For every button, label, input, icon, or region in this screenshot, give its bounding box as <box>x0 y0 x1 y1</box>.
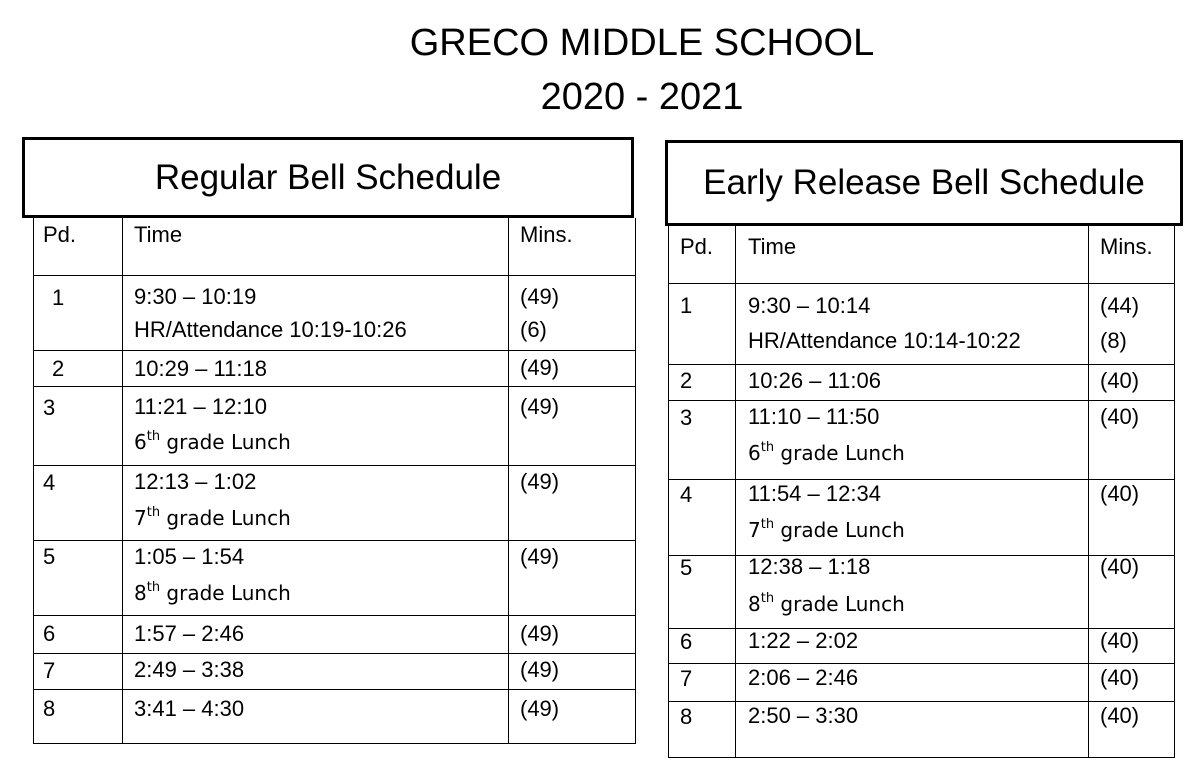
table-row-rule <box>33 350 636 351</box>
lunch-grade-number: 6 <box>134 430 147 454</box>
lunch-grade-suffix: th <box>760 440 775 455</box>
period-minutes: (49) <box>520 696 560 721</box>
period-minutes: (44) <box>1100 293 1140 318</box>
lunch-grade-number: 8 <box>748 592 761 616</box>
table-row-rule <box>33 540 636 541</box>
school-year: 2020 - 2021 <box>540 76 744 118</box>
table-column-rule <box>635 218 636 744</box>
lunch-grade-number: 8 <box>134 581 147 605</box>
table-row-rule <box>668 701 1175 702</box>
period-minutes: (49) <box>520 355 560 380</box>
lunch-text: grade Lunch <box>160 430 291 454</box>
period-minutes: (49) <box>520 469 560 494</box>
period-time: 1:57 – 2:46 <box>134 621 245 646</box>
period-time: 9:30 – 10:14 <box>748 293 871 318</box>
grade-lunch-label <box>748 591 905 617</box>
table-column-rule <box>1174 226 1175 758</box>
period-number: 8 <box>43 696 56 721</box>
school-title: GRECO MIDDLE SCHOOL <box>409 22 875 64</box>
period-number: 1 <box>52 285 65 310</box>
period-time: 12:13 – 1:02 <box>134 469 257 494</box>
lunch-grade-number: 6 <box>748 441 761 465</box>
period-time: 12:38 – 1:18 <box>748 554 871 579</box>
lunch-grade-suffix: th <box>760 517 775 532</box>
regular-schedule-heading <box>22 137 634 218</box>
period-time: 2:50 – 3:30 <box>748 703 859 728</box>
grade-lunch-label <box>134 580 291 606</box>
column-header-pd: Pd. <box>680 234 714 259</box>
table-row-rule <box>33 465 636 466</box>
period-minutes: (40) <box>1100 628 1140 653</box>
period-time: 9:30 – 10:19 <box>134 284 257 309</box>
period-number: 2 <box>52 356 65 381</box>
period-time: 1:05 – 1:54 <box>134 544 245 569</box>
homeroom-attendance-minutes: (6) <box>520 317 547 342</box>
table-row-rule <box>33 689 636 690</box>
period-time: 3:41 – 4:30 <box>134 696 245 721</box>
period-number: 7 <box>43 658 56 683</box>
period-minutes: (49) <box>520 394 560 419</box>
period-time: 11:10 – 11:50 <box>748 404 880 429</box>
period-time: 2:06 – 2:46 <box>748 665 859 690</box>
period-minutes: (40) <box>1100 404 1140 429</box>
period-number: 4 <box>43 470 56 495</box>
period-time: 11:21 – 12:10 <box>134 394 267 419</box>
table-row-rule <box>33 653 636 654</box>
lunch-grade-suffix: th <box>146 429 161 444</box>
column-header-pd: Pd. <box>43 222 77 247</box>
period-number: 3 <box>680 405 693 430</box>
lunch-text: grade Lunch <box>160 581 291 605</box>
table-row-rule <box>33 615 636 616</box>
period-minutes: (49) <box>520 657 560 682</box>
table-row-rule <box>668 400 1175 401</box>
period-number: 7 <box>680 666 693 691</box>
period-minutes: (40) <box>1100 368 1140 393</box>
grade-lunch-label <box>748 440 905 466</box>
period-minutes: (40) <box>1100 703 1140 728</box>
lunch-text: grade Lunch <box>160 506 291 530</box>
period-time: 2:49 – 3:38 <box>134 657 245 682</box>
column-header-mins: Mins. <box>1100 234 1153 259</box>
period-time: 10:26 – 11:06 <box>748 368 881 393</box>
period-number: 5 <box>680 555 693 580</box>
lunch-grade-suffix: th <box>146 580 161 595</box>
table-column-rule <box>668 226 669 758</box>
period-minutes: (49) <box>520 621 560 646</box>
table-row-rule <box>668 364 1175 365</box>
grade-lunch-label <box>134 429 291 455</box>
period-number: 3 <box>43 395 56 420</box>
period-number: 6 <box>680 629 693 654</box>
grade-lunch-label <box>134 505 291 531</box>
lunch-grade-number: 7 <box>748 518 761 542</box>
period-number: 4 <box>680 482 693 507</box>
homeroom-attendance-time: HR/Attendance 10:19-10:26 <box>134 317 407 342</box>
regular-schedule-heading-text: Regular Bell Schedule <box>154 157 502 197</box>
period-time: 10:29 – 11:18 <box>134 356 267 381</box>
grade-lunch-label <box>748 517 905 543</box>
lunch-text: grade Lunch <box>774 441 905 465</box>
lunch-grade-suffix: th <box>146 505 161 520</box>
period-number: 2 <box>680 368 693 393</box>
period-minutes: (40) <box>1100 481 1140 506</box>
period-number: 1 <box>680 293 693 318</box>
lunch-text: grade Lunch <box>774 518 905 542</box>
period-minutes: (49) <box>520 544 560 569</box>
period-minutes: (40) <box>1100 554 1140 579</box>
table-row-rule <box>668 663 1175 664</box>
early-release-schedule-table <box>668 226 1175 758</box>
table-column-rule <box>122 218 123 744</box>
lunch-grade-suffix: th <box>760 591 775 606</box>
early-release-schedule-heading <box>665 140 1183 226</box>
period-minutes: (49) <box>520 284 560 309</box>
table-column-rule <box>735 226 736 758</box>
period-time: 1:22 – 2:02 <box>748 628 859 653</box>
table-row-rule <box>668 283 1175 284</box>
column-header-time: Time <box>748 234 797 259</box>
table-row-rule <box>33 386 636 387</box>
table-column-rule <box>1088 226 1089 758</box>
regular-schedule-table <box>33 218 636 744</box>
table-column-rule <box>33 218 34 744</box>
period-number: 8 <box>680 704 693 729</box>
homeroom-attendance-minutes: (8) <box>1100 328 1127 353</box>
early-release-schedule-heading-text: Early Release Bell Schedule <box>703 163 1145 202</box>
period-time: 11:54 – 12:34 <box>748 481 881 506</box>
table-row-rule <box>668 628 1175 629</box>
table-row-rule <box>668 555 1175 556</box>
period-minutes: (40) <box>1100 665 1140 690</box>
table-row-rule <box>668 757 1175 758</box>
homeroom-attendance-time: HR/Attendance 10:14-10:22 <box>748 328 1021 353</box>
column-header-mins: Mins. <box>520 222 573 247</box>
lunch-text: grade Lunch <box>774 592 905 616</box>
period-number: 5 <box>43 544 56 569</box>
column-header-time: Time <box>134 222 183 247</box>
period-number: 6 <box>43 621 56 646</box>
table-column-rule <box>508 218 509 744</box>
table-row-rule <box>33 275 636 276</box>
lunch-grade-number: 7 <box>134 506 147 530</box>
table-row-rule <box>668 479 1175 480</box>
table-row-rule <box>33 743 636 744</box>
